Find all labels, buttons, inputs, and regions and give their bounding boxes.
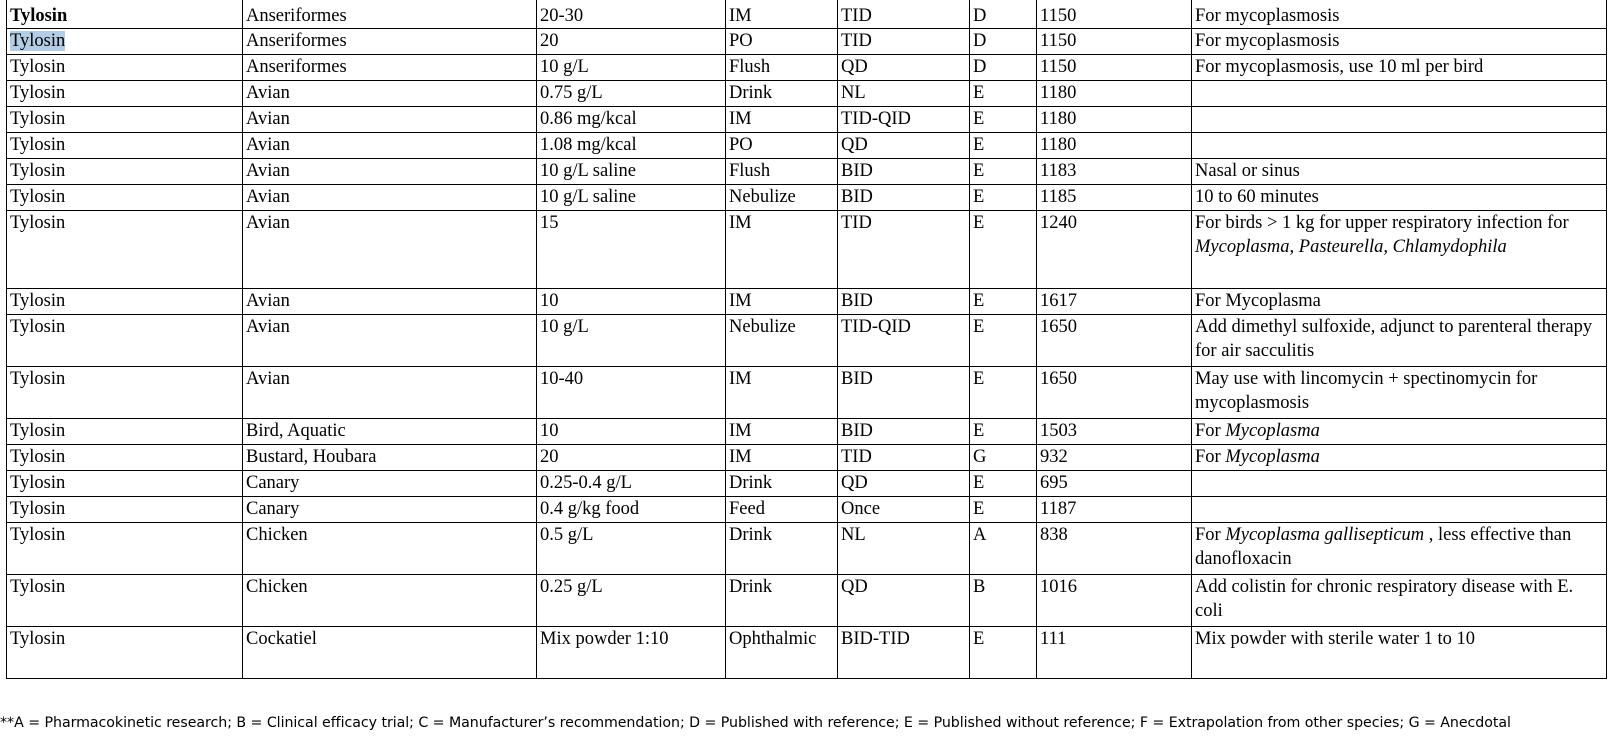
route-cell: PO	[726, 29, 838, 55]
dose-cell: 0.75 g/L	[537, 81, 726, 107]
route-cell: Nebulize	[726, 315, 838, 367]
evidence-level-cell: E	[970, 107, 1037, 133]
evidence-level-cell: E	[970, 419, 1037, 445]
route-cell: Ophthalmic	[726, 627, 838, 679]
table-row	[7, 55, 1607, 81]
evidence-level-footnote: **A = Pharmacokinetic research; B = Clinical efficacy trial; C = Manufacturer’s recommendation; D = Published with reference; E = Published without reference; F = Extrapolation from other species; G = Anecdotal	[0, 715, 1511, 731]
table-row	[7, 0, 1607, 29]
route-cell: IM	[726, 107, 838, 133]
route-cell: Drink	[726, 523, 838, 575]
drug-cell: Tylosin	[7, 471, 243, 497]
species-cell: Anseriformes	[243, 55, 537, 81]
species-cell: Avian	[243, 289, 537, 315]
table-row	[7, 81, 1607, 107]
evidence-level-cell: E	[970, 367, 1037, 419]
evidence-level-cell: G	[970, 445, 1037, 471]
dose-cell: 0.5 g/L	[537, 523, 726, 575]
comment-text: For Mycoplasma	[1195, 291, 1321, 311]
reference-cell: 1150	[1037, 0, 1192, 29]
dose-cell: 10	[537, 419, 726, 445]
species-cell: Avian	[243, 81, 537, 107]
frequency-cell: TID	[838, 29, 970, 55]
route-cell: Flush	[726, 55, 838, 81]
route-cell: Drink	[726, 471, 838, 497]
reference-cell: 1185	[1037, 185, 1192, 211]
route-cell: IM	[726, 289, 838, 315]
drug-cell: Tylosin	[7, 133, 243, 159]
evidence-level-cell: D	[970, 0, 1037, 29]
species-cell: Avian	[243, 159, 537, 185]
italic-organism-name: Mycoplasma	[1225, 421, 1320, 441]
species-cell: Avian	[243, 367, 537, 419]
reference-cell: 1650	[1037, 367, 1192, 419]
table-body	[7, 0, 1607, 679]
species-cell: Bustard, Houbara	[243, 445, 537, 471]
table-row	[7, 497, 1607, 523]
frequency-cell: BID	[838, 159, 970, 185]
comments-cell	[1192, 627, 1607, 679]
dose-cell: 0.25 g/L	[537, 575, 726, 627]
reference-cell: 111	[1037, 627, 1192, 679]
drug-cell: Tylosin	[7, 367, 243, 419]
frequency-cell: BID	[838, 289, 970, 315]
species-cell: Bird, Aquatic	[243, 419, 537, 445]
evidence-level-cell: A	[970, 523, 1037, 575]
species-cell: Cockatiel	[243, 627, 537, 679]
comment-text: For	[1195, 447, 1226, 467]
reference-cell: 1016	[1037, 575, 1192, 627]
table-row	[7, 289, 1607, 315]
route-cell: Nebulize	[726, 185, 838, 211]
table-row	[7, 627, 1607, 679]
drug-cell: Tylosin	[7, 211, 243, 289]
drug-cell: Tylosin	[7, 315, 243, 367]
dose-cell: 10 g/L saline	[537, 159, 726, 185]
evidence-level-cell: D	[970, 29, 1037, 55]
table-row	[7, 133, 1607, 159]
comments-cell	[1192, 29, 1607, 55]
dose-cell: 10-40	[537, 367, 726, 419]
route-cell: Drink	[726, 81, 838, 107]
reference-cell: 932	[1037, 445, 1192, 471]
reference-cell: 1180	[1037, 107, 1192, 133]
document-page	[6, 0, 1606, 679]
species-cell: Canary	[243, 471, 537, 497]
frequency-cell: TID	[838, 211, 970, 289]
comment-text: For	[1195, 421, 1226, 441]
comment-text: For mycoplasmosis	[1195, 31, 1340, 51]
drug-cell: Tylosin	[7, 575, 243, 627]
drug-cell: Tylosin	[7, 107, 243, 133]
comments-cell	[1192, 471, 1607, 497]
comments-cell	[1192, 315, 1607, 367]
dose-cell: 20	[537, 445, 726, 471]
dose-cell: 10 g/L saline	[537, 185, 726, 211]
species-cell: Avian	[243, 107, 537, 133]
route-cell: IM	[726, 0, 838, 29]
drug-cell	[7, 29, 243, 55]
species-cell: Canary	[243, 497, 537, 523]
drug-cell: Tylosin	[7, 81, 243, 107]
comments-cell	[1192, 497, 1607, 523]
dose-cell: 1.08 mg/kcal	[537, 133, 726, 159]
table-row	[7, 29, 1607, 55]
comments-cell	[1192, 0, 1607, 29]
route-cell: PO	[726, 133, 838, 159]
reference-cell: 1187	[1037, 497, 1192, 523]
reference-cell: 838	[1037, 523, 1192, 575]
frequency-cell: NL	[838, 523, 970, 575]
comment-text: For mycoplasmosis	[1195, 6, 1340, 26]
reference-cell: 1150	[1037, 55, 1192, 81]
comment-text: Add dimethyl sulfoxide, adjunct to parenteral therapy for air sacculitis	[1195, 317, 1593, 361]
comment-text: 10 to 60 minutes	[1195, 187, 1319, 207]
reference-cell: 1503	[1037, 419, 1192, 445]
table-row	[7, 445, 1607, 471]
table-row	[7, 211, 1607, 289]
italic-organism-name: Mycoplasma gallisepticum	[1225, 525, 1425, 545]
comments-cell	[1192, 159, 1607, 185]
dose-cell: 0.86 mg/kcal	[537, 107, 726, 133]
dose-cell: 20	[537, 29, 726, 55]
table-row	[7, 523, 1607, 575]
species-cell: Chicken	[243, 523, 537, 575]
comments-cell	[1192, 133, 1607, 159]
frequency-cell: TID-QID	[838, 107, 970, 133]
reference-cell: 1180	[1037, 81, 1192, 107]
dose-cell: 10 g/L	[537, 315, 726, 367]
reference-cell: 1240	[1037, 211, 1192, 289]
drug-cell: Tylosin	[7, 0, 243, 29]
table-row	[7, 185, 1607, 211]
comments-cell	[1192, 445, 1607, 471]
dose-cell: 10	[537, 289, 726, 315]
selected-text-highlight[interactable]: Tylosin	[10, 31, 66, 51]
evidence-level-cell: E	[970, 289, 1037, 315]
reference-cell: 1150	[1037, 29, 1192, 55]
comments-cell	[1192, 419, 1607, 445]
frequency-cell: TID-QID	[838, 315, 970, 367]
frequency-cell: NL	[838, 81, 970, 107]
evidence-level-cell: E	[970, 81, 1037, 107]
comments-cell	[1192, 367, 1607, 419]
species-cell: Chicken	[243, 575, 537, 627]
comments-cell	[1192, 575, 1607, 627]
evidence-level-cell: E	[970, 185, 1037, 211]
drug-cell: Tylosin	[7, 497, 243, 523]
table-row	[7, 159, 1607, 185]
species-cell: Avian	[243, 185, 537, 211]
evidence-level-cell: E	[970, 133, 1037, 159]
italic-organism-name: Mycoplasma	[1225, 447, 1320, 467]
reference-cell: 1650	[1037, 315, 1192, 367]
comment-text: May use with lincomycin + spectinomycin for mycoplasmosis	[1195, 369, 1538, 413]
comments-cell	[1192, 107, 1607, 133]
species-cell: Avian	[243, 315, 537, 367]
species-cell: Avian	[243, 211, 537, 289]
comment-text: For mycoplasmosis, use 10 ml per bird	[1195, 57, 1484, 77]
dose-cell: 20-30	[537, 0, 726, 29]
comments-cell	[1192, 185, 1607, 211]
dose-cell: 0.4 g/kg food	[537, 497, 726, 523]
evidence-level-cell: E	[970, 627, 1037, 679]
evidence-level-cell: E	[970, 315, 1037, 367]
evidence-level-cell: D	[970, 55, 1037, 81]
frequency-cell: TID	[838, 0, 970, 29]
frequency-cell: QD	[838, 471, 970, 497]
drug-cell: Tylosin	[7, 55, 243, 81]
drug-cell: Tylosin	[7, 523, 243, 575]
frequency-cell: BID	[838, 419, 970, 445]
route-cell: IM	[726, 367, 838, 419]
comment-text: Add colistin for chronic respiratory disease with E. coli	[1195, 577, 1574, 621]
frequency-cell: BID	[838, 185, 970, 211]
route-cell: IM	[726, 211, 838, 289]
evidence-level-cell: E	[970, 159, 1037, 185]
dose-cell: 0.25-0.4 g/L	[537, 471, 726, 497]
italic-organism-name: Mycoplasma, Pasteurella, Chlamydophila	[1195, 237, 1507, 257]
reference-cell: 1617	[1037, 289, 1192, 315]
drug-dosage-table	[6, 0, 1607, 679]
evidence-level-cell: E	[970, 497, 1037, 523]
route-cell: Flush	[726, 159, 838, 185]
frequency-cell: BID-TID	[838, 627, 970, 679]
dose-cell: 10 g/L	[537, 55, 726, 81]
route-cell: Feed	[726, 497, 838, 523]
drug-cell: Tylosin	[7, 159, 243, 185]
table-row	[7, 107, 1607, 133]
drug-cell: Tylosin	[7, 419, 243, 445]
comment-text: Mix powder with sterile water 1 to 10	[1195, 629, 1476, 649]
comments-cell	[1192, 55, 1607, 81]
evidence-level-cell: E	[970, 211, 1037, 289]
species-cell: Anseriformes	[243, 29, 537, 55]
dose-cell: 15	[537, 211, 726, 289]
reference-cell: 1183	[1037, 159, 1192, 185]
drug-cell: Tylosin	[7, 445, 243, 471]
drug-cell: Tylosin	[7, 627, 243, 679]
drug-cell: Tylosin	[7, 289, 243, 315]
route-cell: Drink	[726, 575, 838, 627]
comments-cell	[1192, 523, 1607, 575]
frequency-cell: QD	[838, 575, 970, 627]
comment-text: Nasal or sinus	[1195, 161, 1300, 181]
comments-cell	[1192, 81, 1607, 107]
comment-text: For	[1195, 525, 1226, 545]
evidence-level-cell: B	[970, 575, 1037, 627]
comment-text: For birds > 1 kg for upper respiratory infection for	[1195, 213, 1569, 233]
table-row	[7, 419, 1607, 445]
table-row	[7, 575, 1607, 627]
frequency-cell: QD	[838, 55, 970, 81]
dose-cell: Mix powder 1:10	[537, 627, 726, 679]
frequency-cell: Once	[838, 497, 970, 523]
route-cell: IM	[726, 419, 838, 445]
species-cell: Anseriformes	[243, 0, 537, 29]
table-row	[7, 367, 1607, 419]
drug-cell: Tylosin	[7, 185, 243, 211]
frequency-cell: BID	[838, 367, 970, 419]
frequency-cell: TID	[838, 445, 970, 471]
species-cell: Avian	[243, 133, 537, 159]
reference-cell: 695	[1037, 471, 1192, 497]
comments-cell	[1192, 289, 1607, 315]
evidence-level-cell: E	[970, 471, 1037, 497]
table-row	[7, 315, 1607, 367]
reference-cell: 1180	[1037, 133, 1192, 159]
frequency-cell: QD	[838, 133, 970, 159]
table-row	[7, 471, 1607, 497]
comment-text: , less effective than danofloxacin	[1195, 525, 1572, 569]
comments-cell	[1192, 211, 1607, 289]
route-cell: IM	[726, 445, 838, 471]
